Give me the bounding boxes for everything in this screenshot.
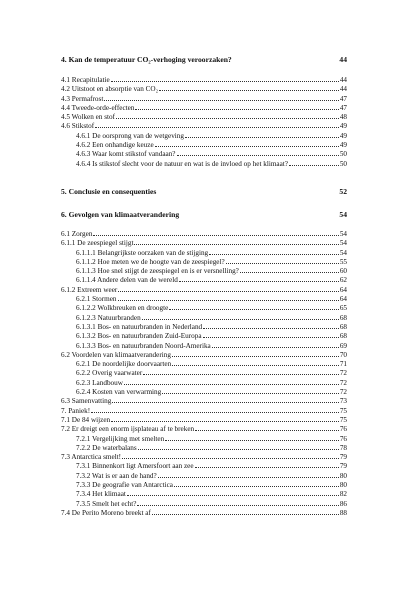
dot-leader: [118, 294, 339, 301]
toc-entry-title: 4.3 Permafrost: [61, 94, 104, 103]
dot-leader: [240, 266, 339, 273]
toc-entry-title: 7.3.2 Wat is er aan de hand?: [76, 471, 157, 480]
toc-entry-title: 6.2.2 Overig vaarwater: [76, 369, 143, 378]
dot-leader: [158, 471, 339, 478]
toc-entry: [61, 368, 347, 377]
toc-entry-title: 6.2.1 Stormen: [76, 295, 117, 304]
toc-entry: [61, 322, 347, 331]
toc-entry: [61, 508, 347, 517]
toc-entry: [61, 84, 347, 93]
toc-entry-title: 4.6.1 De oorsprong van de wetgeving: [76, 131, 184, 140]
toc-entry-title: 7.3.5 Smelt het echt?: [76, 499, 137, 508]
dot-leader: [111, 75, 339, 82]
toc-entry-title: 6.1.1 De zeespiegel stijgt: [61, 239, 134, 248]
chapter-title: 6. Gevolgen van klimaatverandering: [61, 210, 180, 219]
toc-entry-page: 54: [339, 230, 347, 238]
chapter-6-heading: [61, 210, 347, 220]
dot-leader: [116, 112, 339, 119]
dot-leader: [104, 94, 338, 101]
toc-entry: [61, 248, 347, 257]
toc-entry: [61, 159, 347, 168]
toc-entry-page: 76: [339, 434, 347, 443]
chapter-5-heading: [61, 187, 347, 197]
toc-entry-title: 6.1.2.3 Natuurbranden: [76, 313, 141, 322]
toc-entry-title: 4.1 Recapitulatie: [61, 76, 110, 84]
toc-entry-title: 4.6 Stikstof: [61, 122, 95, 131]
dot-leader: [138, 443, 339, 450]
dot-leader: [212, 341, 339, 348]
dot-leader: [135, 103, 338, 110]
toc-entry-title: 6.2.3 Landbouw: [76, 378, 123, 387]
toc-entry: [61, 424, 347, 433]
dot-leader: [177, 149, 339, 156]
toc-entry-page: 88: [339, 508, 347, 517]
toc-entry: [61, 257, 347, 266]
toc-entry-title: 4.2 Uitstoot en absorptie van CO₂: [61, 85, 159, 94]
toc-entry-page: 68: [339, 322, 347, 331]
toc-entry-title: 6.1.1.4 Andere delen van de wereld: [76, 276, 178, 285]
dot-leader: [226, 257, 339, 264]
toc-entry-title: 7.3 Antarctica smelt!: [61, 453, 122, 462]
toc-entry-title: 7.2.1 Vergelijking met smelten: [76, 434, 165, 443]
toc-entry-title: 7.2.2 De waterbalans: [76, 443, 137, 452]
chapter-title: 4. Kan de temperatuur CO₂-verhoging veroorzaken?: [61, 55, 232, 64]
toc-entry-page: 79: [339, 462, 347, 471]
toc-entry: [61, 461, 347, 470]
toc-entry-title: 4.6.3 Waar komt stikstof vandaan?: [76, 150, 176, 159]
dot-leader: [195, 424, 339, 431]
toc-entry-title: 6.1.3.2 Bos- en natuurbranden Zuid-Europa: [76, 332, 202, 341]
toc-entry: [61, 359, 347, 368]
toc-entry-page: 44: [339, 76, 347, 84]
toc-entry: [61, 121, 347, 130]
toc-entry: [61, 471, 347, 480]
toc-entry: [61, 378, 347, 387]
toc-entry-title: 4.4 Tweede-orde-effecten: [61, 103, 135, 112]
toc-entry-page: 48: [339, 113, 347, 122]
dot-leader: [91, 406, 339, 413]
dot-leader: [142, 313, 339, 320]
toc-entry-page: 75: [339, 415, 347, 424]
toc-entry-title: 6.1 Zorgen: [61, 230, 93, 238]
toc-entry-page: 55: [339, 257, 347, 266]
toc-entry: [61, 387, 347, 396]
toc-entry-page: 73: [339, 397, 347, 406]
dot-leader: [203, 322, 339, 329]
chapter-page: 44: [339, 55, 347, 64]
toc-entry: [61, 131, 347, 140]
dot-leader: [195, 461, 339, 468]
toc-entry-page: 72: [339, 388, 347, 397]
toc-entry-title: 7.4 De Perito Moreno breekt af: [61, 508, 151, 517]
dot-leader: [174, 480, 339, 487]
toc-entry-title: 4.6.2 Een onhandige keuze: [76, 141, 154, 150]
toc-chapter-6: [61, 229, 347, 517]
toc-entry-page: 60: [339, 267, 347, 276]
chapter-title: 5. Conclusie en consequenties: [61, 187, 157, 196]
toc-entry-page: 65: [339, 304, 347, 313]
dot-leader: [203, 331, 339, 338]
toc-entry-page: 72: [339, 369, 347, 378]
toc-entry-title: 6.1.1.2 Hoe meten we de hoogte van de zeespiegel?: [76, 257, 225, 266]
dot-leader: [112, 396, 339, 403]
toc-entry-title: 7.3.3 De geografie van Antarctica: [76, 481, 173, 490]
toc-entry-page: 68: [339, 332, 347, 341]
dot-leader: [179, 275, 339, 282]
toc-entry: [61, 94, 347, 103]
toc-entry-page: 71: [339, 360, 347, 369]
dot-leader: [111, 415, 339, 422]
chapter-page: 54: [339, 210, 347, 219]
toc-entry-page: 47: [339, 94, 347, 103]
toc-entry-title: 7.3.4 Het klimaat: [76, 490, 126, 499]
toc-chapter-4: [61, 75, 347, 168]
toc-entry: [61, 350, 347, 359]
toc-entry: [61, 238, 347, 247]
toc-entry-page: 64: [339, 295, 347, 304]
dot-leader: [127, 489, 339, 496]
dot-leader: [134, 238, 338, 245]
toc-entry-page: 49: [339, 122, 347, 131]
chapter-4-heading: [61, 55, 347, 65]
toc-entry-title: 6.1.1.1 Belangrijkste oorzaken van de stijging: [76, 248, 209, 257]
toc-entry: [61, 229, 347, 238]
toc-entry: [61, 103, 347, 112]
toc-entry-title: 6.1.2.2 Wolkbreuken en droogte: [76, 304, 169, 313]
toc-entry-page: 50: [339, 150, 347, 159]
toc-entry-page: 80: [339, 471, 347, 480]
toc-entry-page: 54: [339, 239, 347, 248]
toc-entry-title: 4.6.4 Is stikstof slecht voor de natuur en wat is de invloed op het klimaat?: [76, 159, 288, 168]
toc-entry-page: 80: [339, 481, 347, 490]
dot-leader: [172, 350, 339, 357]
toc-entry-page: 79: [339, 453, 347, 462]
toc-entry-title: 7. Paniek!: [61, 406, 91, 415]
dot-leader: [143, 368, 339, 375]
toc-entry-page: 54: [339, 248, 347, 257]
dot-leader: [165, 434, 339, 441]
dot-leader: [162, 387, 339, 394]
dot-leader: [93, 229, 338, 236]
dot-leader: [289, 159, 339, 166]
toc-entry: [61, 489, 347, 498]
toc-entry: [61, 341, 347, 350]
dot-leader: [209, 248, 339, 255]
toc-entry-title: 7.1 De 84 wijzen: [61, 415, 111, 424]
toc-entry: [61, 313, 347, 322]
toc-entry-title: 6.2 Voordelen van klimaatverandering: [61, 350, 171, 359]
toc-entry-page: 64: [339, 285, 347, 294]
toc-entry-title: 6.1.3.3 Bos- en natuurbranden Noord-Amerika: [76, 341, 211, 350]
chapter-page: 52: [339, 187, 347, 196]
toc-entry-title: 6.3 Samenvatting: [61, 397, 112, 406]
toc-entry: [61, 434, 347, 443]
toc-entry-page: 82: [339, 490, 347, 499]
toc-entry-page: 49: [339, 141, 347, 150]
toc-entry-page: 50: [339, 159, 347, 168]
toc-entry-title: 6.2.4 Kosten van verwarming: [76, 388, 162, 397]
toc-entry-page: 72: [339, 378, 347, 387]
dot-leader: [95, 121, 339, 128]
dot-leader: [155, 140, 339, 147]
toc-entry-page: 62: [339, 276, 347, 285]
toc-entry: [61, 75, 347, 84]
toc-entry-title: 6.1.3.1 Bos- en natuurbranden in Nederland: [76, 322, 203, 331]
dot-leader: [169, 303, 339, 310]
toc-entry-title: 7.3.1 Binnenkort ligt Amersfoort aan zee: [76, 462, 194, 471]
toc-entry: [61, 112, 347, 121]
toc-entry-page: 47: [339, 103, 347, 112]
toc-entry-page: 68: [339, 313, 347, 322]
dot-leader: [172, 359, 339, 366]
toc-entry: [61, 499, 347, 508]
toc-entry-page: 86: [339, 499, 347, 508]
toc-entry-page: 78: [339, 443, 347, 452]
dot-leader: [124, 378, 339, 385]
toc-entry: [61, 415, 347, 424]
toc-entry-title: 6.2.1 De noordelijke doorvaarten: [76, 360, 172, 369]
dot-leader: [152, 508, 339, 515]
toc-entry-page: 75: [339, 406, 347, 415]
toc-entry: [61, 452, 347, 461]
toc-entry: [61, 406, 347, 415]
toc-entry-page: 44: [339, 85, 347, 94]
dot-leader: [137, 499, 338, 506]
dot-leader: [118, 285, 339, 292]
toc-entry: [61, 396, 347, 405]
toc-entry-title: 7.2 Er dreigt een enorm ijsplateau af te breken: [61, 425, 195, 434]
toc-entry: [61, 275, 347, 284]
dot-leader: [185, 131, 339, 138]
dot-leader: [159, 84, 339, 91]
toc-entry: [61, 140, 347, 149]
toc-entry-page: 69: [339, 341, 347, 350]
toc-entry: [61, 480, 347, 489]
toc-entry-title: 6.1.2 Extreem weer: [61, 285, 118, 294]
toc-entry: [61, 294, 347, 303]
toc-entry: [61, 331, 347, 340]
toc-entry-page: 49: [339, 131, 347, 140]
toc-entry-title: 6.1.1.3 Hoe snel stijgt de zeespiegel en is er versnelling?: [76, 267, 239, 276]
toc-entry: [61, 303, 347, 312]
toc-entry-title: 4.5 Wolken en stof: [61, 113, 115, 122]
toc-entry: [61, 149, 347, 158]
toc-entry: [61, 285, 347, 294]
toc-entry-page: 76: [339, 425, 347, 434]
toc-entry: [61, 266, 347, 275]
toc-entry: [61, 443, 347, 452]
dot-leader: [122, 452, 339, 459]
toc-entry-page: 70: [339, 350, 347, 359]
